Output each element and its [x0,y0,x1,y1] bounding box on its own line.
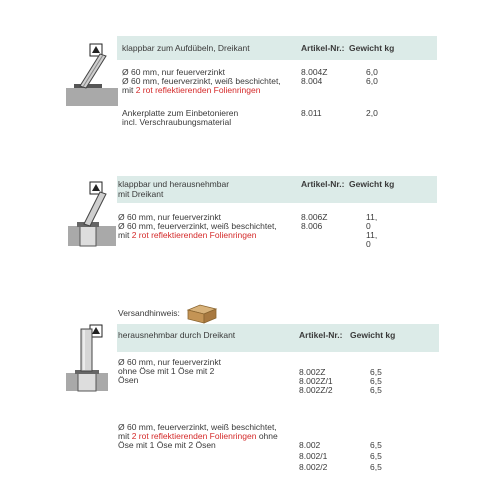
s3-b-line3: Öse mit 1 Öse mit 2 Ösen [118,440,216,450]
shipping-label: Versandhinweis: [118,308,180,318]
s1-item2-line2: incl. Verschraubungsmaterial [122,117,232,127]
removable-post-diagram [62,323,112,393]
s1-item1-w1: 6,0 [366,67,378,77]
s2-w3: 11, [366,230,378,240]
s2-w1: 11, [366,212,378,222]
fold-removable-post-diagram [62,180,122,250]
s3-a-line1: Ø 60 mm, nur feuerverzinkt [118,357,221,367]
s3-b-line2-prefix: mit [118,431,132,441]
s3-b-w2: 6,5 [370,451,382,461]
s1-item1-line3-red: 2 rot reflektierenden Folienringen [135,85,261,95]
s3-a-line2: ohne Öse mit 1 Öse mit 2 [118,366,215,376]
section2-title-line2: mit Dreikant [118,189,164,199]
s2-line2: Ø 60 mm, feuerverzinkt, weiß beschichtet, [118,221,277,231]
s3-b-line2-red: 2 rot reflektierenden Folienringen [131,431,257,441]
s3-b-w1: 6,5 [370,440,382,450]
s1-item2-art: 8.011 [301,108,322,118]
section2-col-artikel: Artikel-Nr.: [301,179,345,189]
s1-item1-art1: 8.004Z [301,67,328,77]
s3-b-w3: 6,5 [370,462,382,472]
s1-item1-line3-prefix: mit [122,85,136,95]
s3-b-art2: 8.002/1 [299,451,328,461]
s1-item1-line2: Ø 60 mm, feuerverzinkt, weiß beschichtet, [122,76,281,86]
section3-title: herausnehmbar durch Dreikant [118,330,236,340]
s2-line3-prefix: mit [118,230,132,240]
s3-b-art3: 8.002/2 [299,462,328,472]
s3-b-line1: Ø 60 mm, feuerverzinkt, weiß beschichtet, [118,422,277,432]
s2-w2: 0 [366,221,371,231]
s1-item1-line3 [122,86,260,96]
s2-line1: Ø 60 mm, nur feuerverzinkt [118,212,221,222]
section2-title-line1: klappbar und herausnehmbar [118,179,230,189]
s2-line3-red: 2 rot reflektierenden Folienringen [131,230,257,240]
s3-a-w2: 6,5 [370,376,382,386]
s3-a-art3: 8.002Z/2 [299,385,333,395]
s1-item1-line1: Ø 60 mm, nur feuerverzinkt [122,67,225,77]
s1-item1-art2: 8.004 [301,76,323,86]
section1-title: klappbar zum Aufdübeln, Dreikant [122,43,250,53]
section1-col-gewicht: Gewicht kg [349,43,395,53]
s2-art1: 8.006Z [301,212,328,222]
s2-art2: 8.006 [301,221,323,231]
section1-col-artikel: Artikel-Nr.: [301,43,345,53]
section2-col-gewicht: Gewicht kg [349,179,395,189]
s1-item1-w2: 6,0 [366,76,378,86]
section3-col-gewicht: Gewicht kg [350,330,396,340]
s3-b-art1: 8.002 [299,440,321,450]
s3-a-line3: Ösen [118,375,139,385]
section3-col-artikel: Artikel-Nr.: [299,330,343,340]
s3-a-w1: 6,5 [370,367,382,377]
s3-b-line2-suffix: ohne [256,431,278,441]
s3-a-w3: 6,5 [370,385,382,395]
s2-w4: 0 [366,239,371,249]
s1-item2-w: 2,0 [366,108,378,118]
s1-item2-line1: Ankerplatte zum Einbetonieren [122,108,239,118]
fold-down-post-diagram [62,42,122,112]
s3-a-art1: 8.002Z [299,367,326,377]
s2-line3 [118,231,256,241]
parcel-box-icon [186,302,218,324]
s3-a-art2: 8.002Z/1 [299,376,333,386]
